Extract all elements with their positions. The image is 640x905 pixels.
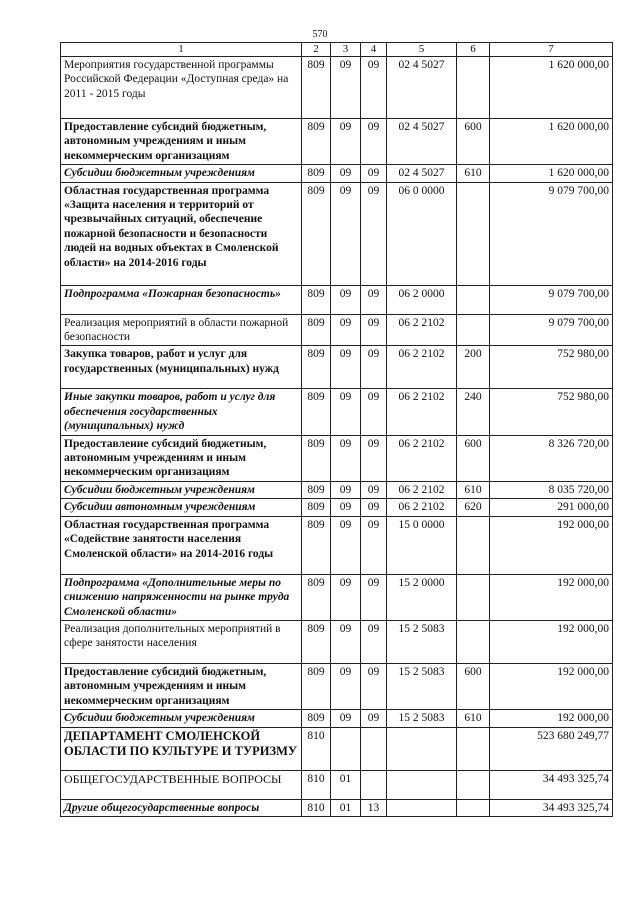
row-section-cell: 09: [331, 435, 361, 481]
row-section-cell: 09: [331, 346, 361, 389]
header-cell: 4: [361, 43, 387, 57]
row-expense-type-cell: 240: [457, 389, 490, 435]
row-amount-cell: 8 035 720,00: [490, 481, 613, 498]
row-code-cell: 809: [302, 119, 331, 165]
row-section-cell: 09: [331, 389, 361, 435]
row-target-cell: 15 0 0000: [387, 516, 457, 574]
row-expense-type-cell: [457, 799, 490, 816]
table-row: [61, 285, 613, 314]
row-target-cell: 02 4 5027: [387, 165, 457, 182]
row-code-cell: 809: [302, 435, 331, 481]
row-amount-cell: 192 000,00: [490, 710, 613, 727]
row-name-cell: Предоставление субсидий бюджетным, автономным учреждениям и иным некоммерческим организациям: [61, 119, 302, 165]
row-target-cell: 15 2 0000: [387, 574, 457, 620]
header-cell: 7: [490, 43, 613, 57]
row-subsection-cell: [361, 727, 387, 770]
table-row: [61, 710, 613, 727]
row-expense-type-cell: [457, 620, 490, 663]
row-code-cell: 809: [302, 57, 331, 119]
row-amount-cell: 9 079 700,00: [490, 314, 613, 346]
table-row: [61, 727, 613, 770]
row-code-cell: 809: [302, 389, 331, 435]
row-target-cell: 15 2 5083: [387, 620, 457, 663]
table-row: [61, 663, 613, 709]
row-name-cell: Реализация дополнительных мероприятий в сфере занятости населения: [61, 620, 302, 663]
row-code-cell: 809: [302, 314, 331, 346]
row-section-cell: 09: [331, 57, 361, 119]
row-name-cell: Субсидии бюджетным учреждениям: [61, 165, 302, 182]
row-name-cell: Реализация мероприятий в области пожарной безопасности: [61, 314, 302, 346]
row-code-cell: 809: [302, 165, 331, 182]
table-row: [61, 182, 613, 285]
row-expense-type-cell: [457, 314, 490, 346]
row-expense-type-cell: 600: [457, 435, 490, 481]
row-code-cell: 809: [302, 574, 331, 620]
table-row: [61, 574, 613, 620]
row-subsection-cell: 09: [361, 285, 387, 314]
table-row: [61, 799, 613, 816]
row-code-cell: 809: [302, 663, 331, 709]
row-code-cell: 809: [302, 499, 331, 516]
table-row: [61, 314, 613, 346]
table-row: [61, 389, 613, 435]
row-section-cell: 09: [331, 119, 361, 165]
row-expense-type-cell: 600: [457, 663, 490, 709]
header-cell: 3: [331, 43, 361, 57]
row-amount-cell: 192 000,00: [490, 574, 613, 620]
row-amount-cell: 192 000,00: [490, 620, 613, 663]
row-amount-cell: 8 326 720,00: [490, 435, 613, 481]
row-subsection-cell: 09: [361, 481, 387, 498]
row-subsection-cell: 09: [361, 516, 387, 574]
row-target-cell: 02 4 5027: [387, 57, 457, 119]
row-target-cell: [387, 727, 457, 770]
row-target-cell: 06 0 0000: [387, 182, 457, 285]
row-amount-cell: 291 000,00: [490, 499, 613, 516]
row-section-cell: 09: [331, 285, 361, 314]
row-name-cell: Областная государственная программа «Защита населения и территорий от чрезвычайных ситуаций, обеспечение пожарной безопасности и безопасности людей на водных объектах в Смоленской области» на 2014-2016 годы: [61, 182, 302, 285]
row-code-cell: 809: [302, 620, 331, 663]
header-cell: 5: [387, 43, 457, 57]
row-section-cell: 09: [331, 314, 361, 346]
row-code-cell: 810: [302, 727, 331, 770]
header-cell: 1: [61, 43, 302, 57]
row-target-cell: 06 2 2102: [387, 435, 457, 481]
row-amount-cell: 192 000,00: [490, 516, 613, 574]
row-expense-type-cell: 610: [457, 710, 490, 727]
row-expense-type-cell: [457, 285, 490, 314]
row-expense-type-cell: 610: [457, 165, 490, 182]
header-cell: 6: [457, 43, 490, 57]
row-expense-type-cell: [457, 516, 490, 574]
row-section-cell: 09: [331, 663, 361, 709]
row-name-cell: ОБЩЕГОСУДАРСТВЕННЫЕ ВОПРОСЫ: [61, 770, 302, 799]
row-name-cell: Подпрограмма «Пожарная безопасность»: [61, 285, 302, 314]
row-expense-type-cell: 600: [457, 119, 490, 165]
row-target-cell: 06 2 2102: [387, 346, 457, 389]
row-name-cell: Подпрограмма «Дополнительные меры по снижению напряженности на рынке труда Смоленской области»: [61, 574, 302, 620]
row-subsection-cell: 09: [361, 346, 387, 389]
header-cell: 2: [302, 43, 331, 57]
table-row: [61, 346, 613, 389]
row-target-cell: 15 2 5083: [387, 663, 457, 709]
row-code-cell: 809: [302, 710, 331, 727]
row-section-cell: 01: [331, 770, 361, 799]
row-expense-type-cell: 610: [457, 481, 490, 498]
row-expense-type-cell: [457, 727, 490, 770]
row-code-cell: 809: [302, 346, 331, 389]
row-subsection-cell: 09: [361, 314, 387, 346]
row-code-cell: 809: [302, 516, 331, 574]
row-name-cell: Мероприятия государственной программы Российской Федерации «Доступная среда» на 2011 - 2015 годы: [61, 57, 302, 119]
table-row: [61, 57, 613, 119]
row-amount-cell: 34 493 325,74: [490, 770, 613, 799]
row-code-cell: 809: [302, 285, 331, 314]
row-target-cell: 15 2 5083: [387, 710, 457, 727]
row-name-cell: Закупка товаров, работ и услуг для государственных (муниципальных) нужд: [61, 346, 302, 389]
row-expense-type-cell: [457, 770, 490, 799]
row-subsection-cell: 09: [361, 57, 387, 119]
row-section-cell: 09: [331, 516, 361, 574]
row-expense-type-cell: 200: [457, 346, 490, 389]
row-amount-cell: 34 493 325,74: [490, 799, 613, 816]
table-row: [61, 165, 613, 182]
row-target-cell: 06 2 2102: [387, 314, 457, 346]
row-amount-cell: 1 620 000,00: [490, 57, 613, 119]
row-code-cell: 809: [302, 182, 331, 285]
row-section-cell: 09: [331, 710, 361, 727]
row-subsection-cell: 09: [361, 663, 387, 709]
page-number: 570: [312, 29, 328, 40]
row-target-cell: 06 2 2102: [387, 389, 457, 435]
table-row: [61, 620, 613, 663]
table-row: [61, 499, 613, 516]
row-target-cell: [387, 770, 457, 799]
row-name-cell: Субсидии автономным учреждениям: [61, 499, 302, 516]
row-target-cell: 06 2 2102: [387, 481, 457, 498]
row-amount-cell: 9 079 700,00: [490, 285, 613, 314]
row-expense-type-cell: [457, 57, 490, 119]
row-name-cell: Предоставление субсидий бюджетным, автономным учреждениям и иным некоммерческим организациям: [61, 663, 302, 709]
row-code-cell: 810: [302, 799, 331, 816]
table-row: [61, 516, 613, 574]
row-name-cell: Областная государственная программа «Содействие занятости населения Смоленской области» на 2014-2016 годы: [61, 516, 302, 574]
row-amount-cell: 523 680 249,77: [490, 727, 613, 770]
row-amount-cell: 752 980,00: [490, 389, 613, 435]
row-section-cell: 09: [331, 499, 361, 516]
table-row: [61, 481, 613, 498]
table-row: [61, 435, 613, 481]
row-subsection-cell: 09: [361, 165, 387, 182]
row-name-cell: Субсидии бюджетным учреждениям: [61, 481, 302, 498]
table-row: [61, 770, 613, 799]
row-name-cell: Иные закупки товаров, работ и услуг для обеспечения государственных (муниципальных) нужд: [61, 389, 302, 435]
row-section-cell: [331, 727, 361, 770]
row-subsection-cell: 09: [361, 574, 387, 620]
row-section-cell: 09: [331, 182, 361, 285]
row-section-cell: 09: [331, 620, 361, 663]
row-target-cell: 02 4 5027: [387, 119, 457, 165]
row-expense-type-cell: [457, 182, 490, 285]
row-subsection-cell: 09: [361, 499, 387, 516]
row-expense-type-cell: [457, 574, 490, 620]
row-name-cell: Предоставление субсидий бюджетным, автономным учреждениям и иным некоммерческим организациям: [61, 435, 302, 481]
table-row: [61, 119, 613, 165]
row-amount-cell: 1 620 000,00: [490, 119, 613, 165]
row-section-cell: 09: [331, 481, 361, 498]
row-target-cell: 06 2 0000: [387, 285, 457, 314]
row-code-cell: 809: [302, 481, 331, 498]
row-subsection-cell: 09: [361, 119, 387, 165]
row-subsection-cell: [361, 770, 387, 799]
row-section-cell: 09: [331, 165, 361, 182]
row-target-cell: 06 2 2102: [387, 499, 457, 516]
row-amount-cell: 192 000,00: [490, 663, 613, 709]
budget-table: [60, 42, 613, 817]
row-subsection-cell: 09: [361, 182, 387, 285]
row-name-cell: Субсидии бюджетным учреждениям: [61, 710, 302, 727]
row-section-cell: 09: [331, 574, 361, 620]
row-subsection-cell: 09: [361, 389, 387, 435]
row-subsection-cell: 13: [361, 799, 387, 816]
row-subsection-cell: 09: [361, 710, 387, 727]
row-amount-cell: 9 079 700,00: [490, 182, 613, 285]
row-name-cell: Другие общегосударственные вопросы: [61, 799, 302, 816]
row-amount-cell: 1 620 000,00: [490, 165, 613, 182]
row-amount-cell: 752 980,00: [490, 346, 613, 389]
row-code-cell: 810: [302, 770, 331, 799]
row-expense-type-cell: 620: [457, 499, 490, 516]
row-name-cell: ДЕПАРТАМЕНТ СМОЛЕНСКОЙ ОБЛАСТИ ПО КУЛЬТУРЕ И ТУРИЗМУ: [61, 727, 302, 770]
row-section-cell: 01: [331, 799, 361, 816]
row-target-cell: [387, 799, 457, 816]
row-subsection-cell: 09: [361, 435, 387, 481]
header-row: [61, 43, 613, 57]
row-subsection-cell: 09: [361, 620, 387, 663]
